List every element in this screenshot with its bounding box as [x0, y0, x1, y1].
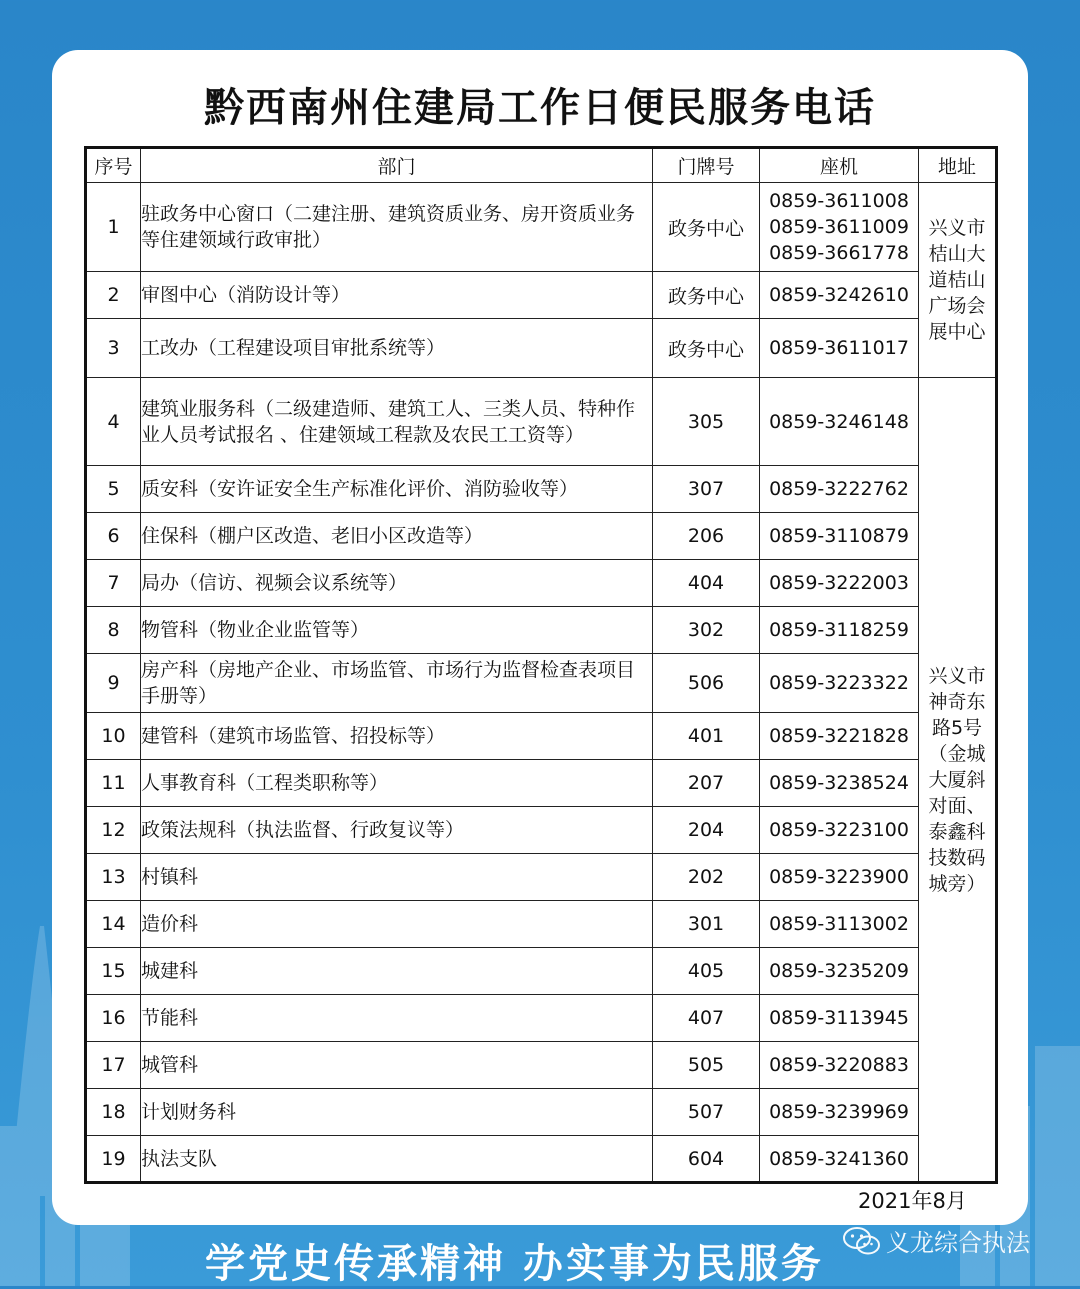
cell-tel: [760, 513, 919, 560]
cell-tel: [760, 901, 919, 948]
cell-dept: 物管科（物业企业监管等）: [141, 607, 653, 654]
cell-dept: 村镇科: [141, 854, 653, 901]
table-row: [86, 319, 997, 378]
cell-door: 政务中心: [653, 183, 760, 272]
cell-door: 507: [653, 1089, 760, 1136]
wechat-watermark: [842, 1223, 1030, 1258]
tel-number: 0859-3118259: [769, 619, 909, 641]
cell-no: 8: [86, 607, 141, 654]
cell-dept: 建管科（建筑市场监管、招投标等）: [141, 713, 653, 760]
tel-number: 0859-3223100: [769, 819, 909, 841]
cell-door: 政务中心: [653, 272, 760, 319]
table-row: [86, 948, 997, 995]
service-phone-table: [84, 146, 998, 1184]
tel-number: 0859-3223900: [769, 866, 909, 888]
cell-tel: [760, 948, 919, 995]
cell-door: 305: [653, 378, 760, 466]
cell-no: 17: [86, 1042, 141, 1089]
table-row: [86, 183, 997, 272]
cell-no: 4: [86, 378, 141, 466]
cell-no: 6: [86, 513, 141, 560]
table-header-row: [86, 148, 997, 183]
cell-door: 政务中心: [653, 319, 760, 378]
table-row: [86, 607, 997, 654]
table-row: [86, 1136, 997, 1183]
cell-dept: 房产科（房地产企业、市场监管、市场行为监督检查表项目手册等）: [141, 654, 653, 713]
cell-no: 13: [86, 854, 141, 901]
cell-door: 204: [653, 807, 760, 854]
cell-no: 18: [86, 1089, 141, 1136]
cell-dept: 驻政务中心窗口（二建注册、建筑资质业务、房开资质业务等住建领域行政审批）: [141, 183, 653, 272]
cell-no: 9: [86, 654, 141, 713]
header-no: 序号: [86, 148, 141, 183]
table-row: [86, 1089, 997, 1136]
tel-number: 0859-3238524: [769, 772, 909, 794]
cell-address: [919, 183, 997, 378]
cell-dept: 工改办（工程建设项目审批系统等）: [141, 319, 653, 378]
cell-no: 3: [86, 319, 141, 378]
cell-tel: [760, 995, 919, 1042]
cell-no: 12: [86, 807, 141, 854]
cell-no: 14: [86, 901, 141, 948]
table-row: [86, 513, 997, 560]
cell-tel: [760, 854, 919, 901]
tel-number: 0859-3661778: [769, 242, 909, 264]
cell-no: 11: [86, 760, 141, 807]
tel-number: 0859-3242610: [769, 284, 909, 306]
address-text: 兴义市神奇东路5号（金城大厦斜对面、泰鑫科技数码城旁）: [928, 664, 986, 895]
cell-door: 302: [653, 607, 760, 654]
cell-door: 604: [653, 1136, 760, 1183]
cell-dept: 住保科（棚户区改造、老旧小区改造等）: [141, 513, 653, 560]
cell-door: 401: [653, 713, 760, 760]
cell-dept: 造价科: [141, 901, 653, 948]
cell-tel: [760, 1089, 919, 1136]
table-row: [86, 995, 997, 1042]
header-dept: 部门: [141, 148, 653, 183]
tel-number: 0859-3239969: [769, 1101, 909, 1123]
cell-dept: 节能科: [141, 995, 653, 1042]
cell-tel: [760, 654, 919, 713]
tel-number: 0859-3241360: [769, 1147, 909, 1170]
cell-dept: 局办（信访、视频会议系统等）: [141, 560, 653, 607]
cell-door: 207: [653, 760, 760, 807]
cell-tel: [760, 713, 919, 760]
cell-door: 404: [653, 560, 760, 607]
slogan-banner: 学党史传承精神 办实事为民服务: [205, 1241, 824, 1287]
cell-tel: [760, 807, 919, 854]
cell-dept: 质安科（安许证安全生产标准化评价、消防验收等）: [141, 466, 653, 513]
cell-tel: [760, 560, 919, 607]
tel-number: 0859-3220883: [769, 1054, 909, 1076]
cell-door: 407: [653, 995, 760, 1042]
tel-number: 0859-3235209: [769, 960, 909, 982]
page-title: 黔西南州住建局工作日便民服务电话: [204, 85, 876, 131]
table-row: [86, 378, 997, 466]
cell-dept: 执法支队: [141, 1136, 653, 1183]
cell-no: 5: [86, 466, 141, 513]
tel-number: 0859-3611017: [769, 337, 909, 359]
table-row: [86, 760, 997, 807]
cell-address: [919, 378, 997, 1183]
cell-dept: 人事教育科（工程类职称等）: [141, 760, 653, 807]
cell-dept: 审图中心（消防设计等）: [141, 272, 653, 319]
table-row: [86, 901, 997, 948]
cell-no: 19: [86, 1136, 141, 1183]
cell-door: 505: [653, 1042, 760, 1089]
tel-number: 0859-3611009: [769, 216, 909, 238]
cell-no: 7: [86, 560, 141, 607]
cell-no: 15: [86, 948, 141, 995]
cell-dept: 城建科: [141, 948, 653, 995]
table-row: [86, 854, 997, 901]
cell-tel: [760, 272, 919, 319]
wechat-icon: [842, 1225, 882, 1257]
cell-tel: [760, 1136, 919, 1183]
table-row: [86, 560, 997, 607]
header-door: 门牌号: [653, 148, 760, 183]
cell-dept: 计划财务科: [141, 1089, 653, 1136]
cell-no: 1: [86, 183, 141, 272]
cell-tel: [760, 183, 919, 272]
cell-tel: [760, 607, 919, 654]
cell-door: 206: [653, 513, 760, 560]
cell-no: 16: [86, 995, 141, 1042]
tel-number: 0859-3221828: [769, 725, 909, 747]
issue-date: 2021年8月: [858, 1189, 967, 1213]
cell-door: 301: [653, 901, 760, 948]
cell-dept: 建筑业服务科（二级建造师、建筑工人、三类人员、特种作业人员考试报名 、住建领域工程款及农民工工资等）: [141, 378, 653, 466]
tel-number: 0859-3223322: [769, 672, 909, 694]
header-address: 地址: [919, 148, 997, 183]
table-row: [86, 807, 997, 854]
cell-dept: 城管科: [141, 1042, 653, 1089]
table-row: [86, 1042, 997, 1089]
table-row: [86, 713, 997, 760]
cell-tel: [760, 760, 919, 807]
table-row: [86, 654, 997, 713]
cell-tel: [760, 1042, 919, 1089]
cell-dept: 政策法规科（执法监督、行政复议等）: [141, 807, 653, 854]
watermark-text: 义龙综合执法: [886, 1229, 1030, 1257]
tel-number: 0859-3113002: [769, 913, 909, 935]
header-tel: 座机: [760, 148, 919, 183]
cell-no: 2: [86, 272, 141, 319]
tel-number: 0859-3110879: [769, 525, 909, 547]
cell-door: 506: [653, 654, 760, 713]
tel-number: 0859-3246148: [769, 410, 909, 433]
cell-tel: [760, 466, 919, 513]
table-row: [86, 272, 997, 319]
cell-tel: [760, 319, 919, 378]
cell-tel: [760, 378, 919, 466]
table-row: [86, 466, 997, 513]
tel-number: 0859-3113945: [769, 1007, 909, 1029]
address-text: 兴义市桔山大道桔山广场会展中心: [928, 217, 986, 343]
cell-door: 307: [653, 466, 760, 513]
cell-door: 202: [653, 854, 760, 901]
cell-no: 10: [86, 713, 141, 760]
cell-door: 405: [653, 948, 760, 995]
tel-number: 0859-3222762: [769, 478, 909, 500]
tel-number: 0859-3222003: [769, 572, 909, 594]
tel-number: 0859-3611008: [769, 190, 909, 212]
